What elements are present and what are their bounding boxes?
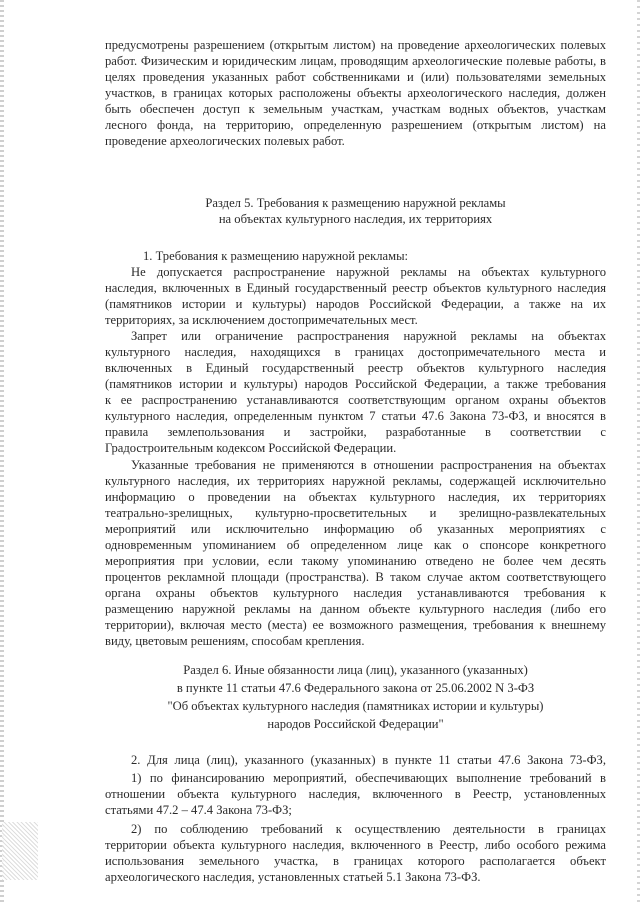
scan-edge-left [0, 0, 4, 905]
section-6-heading: народов Российской Федерации" [267, 717, 444, 731]
text-line: (памятников истории и культуры) народов Российской Федерации, а также требования [105, 377, 606, 391]
section-6-heading: в пункте 11 статьи 47.6 Федерального закона от 25.06.2002 N 3-ФЗ [176, 681, 535, 695]
text-line: к ее распространению устанавливаются соответствующим органом охраны объектов [105, 393, 606, 407]
text-line: процентов рекламной площади (пространства). В таком случае актом соответствующего [105, 570, 606, 584]
text-line: территориях, за исключением достопримечательных мест. [105, 313, 418, 327]
text-line: мероприятия при условии, если такому упоминанию отведено не более чем десять [105, 554, 606, 568]
text-line: размещению наружной рекламы на данном объекте культурного наследия (либо его [105, 602, 606, 616]
text-line: Не допускается распространение наружной рекламы на объектах культурного [131, 265, 606, 279]
text-line: Запрет или ограничение распространения наружной рекламы на объектах [131, 329, 606, 343]
text-line: органа охраны объектов культурного наследия устанавливаются требования к [105, 586, 606, 600]
scan-mark [2, 822, 38, 880]
text-line: участков, в границах которых расположены объекты археологического наследия, должен [105, 86, 606, 100]
text-line: статьями 47.2 – 47.4 Закона 73-ФЗ; [105, 803, 292, 817]
section-6-heading: Раздел 6. Иные обязанности лица (лиц), указанного (указанных) [183, 663, 528, 677]
text-line: работ. Физическим и юридическим лицам, проводящим археологические полевые работы, в [105, 54, 606, 68]
text-line: 2) по соблюдению требований к осуществлению деятельности в границах [131, 822, 606, 836]
text-line: 1) по финансированию мероприятий, обеспечивающих выполнение требований в [131, 771, 606, 785]
text-line: предусмотрены разрешением (открытым листом) на проведение археологических полевых [105, 38, 606, 52]
text-line: Градостроительным кодексом Российской Федерации. [105, 441, 397, 455]
text-line: (памятников истории и культуры) народов Российской Федерации, а также на их [105, 297, 606, 311]
text-line: правила землепользования и застройки, разработанные в соответствии с [105, 425, 606, 439]
section-6-heading: "Об объектах культурного наследия (памятниках истории и культуры) [167, 699, 544, 713]
text-line: виду, цветовым решениям, способам крепления. [105, 634, 365, 648]
text-line: 2. Для лица (лиц), указанного (указанных) в пункте 11 статьи 47.6 Закона 73-ФЗ, [131, 753, 606, 767]
text-line: проведение археологических полевых работ. [105, 134, 345, 148]
text-line: мероприятий или исключительно информацию об указанных мероприятиях с [105, 522, 606, 536]
text-line: культурного наследия, находящихся в границах достопримечательного места и [105, 345, 606, 359]
section-5-heading: Раздел 5. Требования к размещению наружной рекламы [205, 196, 506, 210]
text-line: информацию о проведении на объектах культурного наследия, их территориях [105, 490, 606, 504]
section-5-heading: на объектах культурного наследия, их территориях [218, 212, 493, 226]
text-line: включенных в Единый государственный реестр объектов культурного наследия [105, 361, 606, 375]
text-line: территории объекта культурного наследия, включенного в Реестр, либо особого режима [105, 838, 606, 852]
text-line: целях проведения указанных работ собственниками и (или) пользователями земельных [105, 70, 606, 84]
text-line: одновременным упоминанием об определенном лице как о спонсоре конкретного [105, 538, 606, 552]
text-line: быть обеспечен доступ к земельным участкам, участкам водных объектов, участкам [105, 102, 606, 116]
text-line: театрально-зрелищных, культурно-просветительных и зрелищно-развлекательных [105, 506, 606, 520]
text-line: наследия, включенных в Единый государственный реестр объектов культурного наследия [105, 281, 606, 295]
text-line: территории), включая место (места) ее возможного размещения, требования к внешнему [105, 618, 606, 632]
text-line: культурного наследия, определенным пунктом 7 статьи 47.6 Закона 73-ФЗ, и вносятся в [105, 409, 606, 423]
text-line: лесного фонда, на территорию, определенную разрешением (открытым листом) на [105, 118, 606, 132]
text-line: 1. Требования к размещению наружной рекламы: [143, 249, 409, 263]
text-line: Указанные требования не применяются в отношении распространения на объектах [131, 458, 606, 472]
text-line: культурного наследия, их территориях наружной рекламы, содержащей исключительно [105, 474, 606, 488]
text-line: археологического наследия, установленных статьей 5.1 Закона 73-ФЗ. [105, 870, 481, 884]
text-line: отношении объекта культурного наследия, включенного в Реестр, установленных [105, 787, 606, 801]
text-line: использования земельного участка, в границах которого располагается объект [105, 854, 606, 868]
